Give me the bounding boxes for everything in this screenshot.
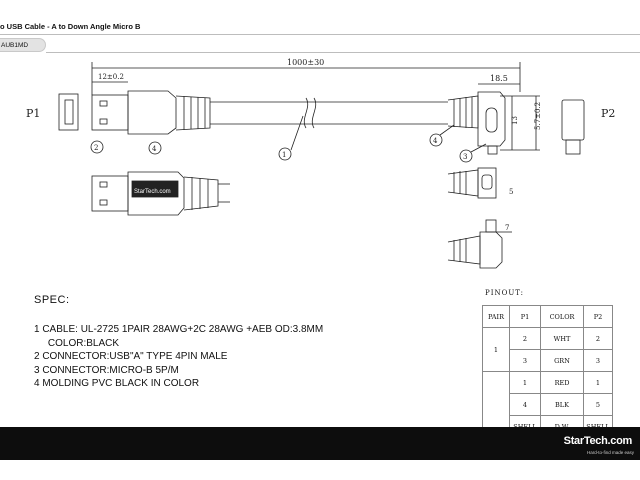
pinout-title: PINOUT:	[485, 289, 525, 297]
drawing-title: o USB Cable - A to Down Angle Micro B	[0, 22, 141, 31]
spec-list	[34, 323, 323, 391]
usb-a-molding	[128, 91, 176, 134]
callout-3: 3	[463, 153, 468, 161]
p2-label: P2	[601, 107, 616, 120]
dim-total: 1000±30	[287, 58, 325, 67]
p1-label: P1	[26, 107, 41, 120]
color-cell: GRN	[541, 350, 584, 372]
p2-cell: 2	[584, 328, 613, 350]
p2-cell: 5	[584, 394, 613, 416]
footer-bar	[0, 427, 640, 460]
pinout-header: PAIR	[483, 306, 510, 328]
spec-item: COLOR:BLACK	[34, 337, 120, 349]
color-cell: RED	[541, 372, 584, 394]
pinout-header: P1	[510, 306, 541, 328]
brand-logo: StarTech.com	[563, 435, 632, 447]
pinout-header: P2	[584, 306, 613, 328]
p1-cell: 4	[510, 394, 541, 416]
spec-item: 4 MOLDING PVC BLACK IN COLOR	[34, 378, 200, 389]
brand-tagline: Hard-to-find made easy	[586, 450, 634, 455]
callout-4: 4	[152, 145, 157, 153]
pinout-table	[482, 305, 613, 438]
pinout-header: COLOR	[541, 306, 584, 328]
spec-item: 1 CABLE: UL-2725 1PAIR 28AWG+2C 28AWG +AEB OD:3.8MM	[34, 324, 324, 335]
p1-cell: 3	[510, 350, 541, 372]
dim-plug: 12±0.2	[98, 73, 124, 81]
color-cell: WHT	[541, 328, 584, 350]
micro-b-end-view	[562, 100, 584, 140]
p1-cell: 1	[510, 372, 541, 394]
spec-item: 2 CONNECTOR:USB"A" TYPE 4PIN MALE	[34, 351, 228, 362]
dim-angle-len: 18.5	[490, 74, 508, 83]
table-row	[483, 372, 613, 394]
usb-a-end-view	[59, 94, 78, 130]
color-cell: BLK	[541, 394, 584, 416]
p1-cell: 2	[510, 328, 541, 350]
dim-width: 5.7±0.2	[534, 101, 542, 130]
usb-a-plug-side	[92, 95, 128, 130]
callout-4b: 4	[433, 137, 438, 145]
table-row	[483, 328, 613, 350]
pair-cell: 1	[483, 328, 510, 372]
dim-height: 13	[511, 116, 519, 125]
callout-2: 2	[94, 144, 99, 152]
p2-cell: 3	[584, 350, 613, 372]
dim-bottom: 7	[505, 224, 510, 232]
part-number-badge: AUB1MD	[0, 38, 46, 52]
spec-item: 3 CONNECTOR:MICRO-B 5P/M	[34, 364, 179, 376]
spec-title: SPEC:	[34, 294, 70, 306]
p2-cell: 1	[584, 372, 613, 394]
callout-5: 5	[509, 188, 514, 196]
callout-1: 1	[282, 151, 287, 159]
plug-brand: StarTech.com	[134, 189, 171, 195]
micro-b-molding	[478, 92, 505, 146]
